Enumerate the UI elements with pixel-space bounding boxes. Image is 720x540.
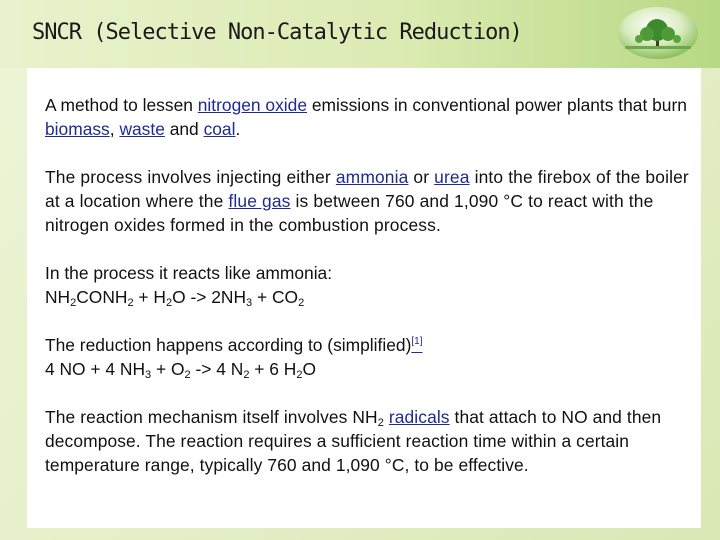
paragraph-reduction [45, 333, 695, 381]
text: into the firebox of the boiler at a location where the [45, 167, 689, 211]
text: The reduction happens according to (simplified) [45, 335, 412, 355]
paragraph-urea-reaction [45, 261, 695, 309]
text: . [235, 119, 241, 139]
text: or [408, 167, 435, 187]
text: and [164, 119, 204, 139]
link-urea[interactable]: urea [434, 167, 470, 187]
title-bar [0, 0, 720, 68]
equation-urea: $NH_2CONH_2 + H_2O -> 2NH_3 + CO_2$ [45, 287, 305, 309]
subscript: 2 [377, 417, 384, 429]
link-biomass[interactable]: biomass [45, 119, 110, 139]
paragraph-definition [45, 93, 695, 141]
paragraph-process [45, 165, 695, 237]
link-nitrogen-oxide[interactable]: nitrogen oxide [197, 95, 308, 115]
link-radicals[interactable]: radicals [388, 407, 450, 427]
text: The process involves injecting either [45, 167, 336, 187]
text: The reaction mechanism itself involves NH [45, 407, 378, 427]
link-flue-gas[interactable]: flue gas [228, 191, 291, 211]
slide-title: SNCR (Selective Non-Catalytic Reduction) [32, 20, 522, 45]
text: A method to lessen [45, 95, 198, 115]
text: , [109, 119, 120, 139]
text: that attach to NO and then decompose. The reaction requires a sufficient reaction time within a certain temperature range, typically 760 and 1,090 °C, to be effective. [45, 407, 662, 475]
equation-reduction: 4 NO + 4 $NH_3 + O_2 -> 4$ $N_2 + 6$ $H_2O$ [45, 359, 316, 381]
text: In the process it reacts like ammonia: [45, 263, 333, 283]
text: is between 760 and 1,090 °C to react with the nitrogen oxides formed in the combustion process. [45, 191, 654, 235]
link-reference-1[interactable]: [1] [411, 336, 423, 347]
content-panel [27, 68, 701, 528]
link-ammonia[interactable]: ammonia [335, 167, 409, 187]
paragraph-mechanism [45, 405, 695, 477]
link-waste[interactable]: waste [119, 119, 165, 139]
text: emissions in conventional power plants that burn [307, 95, 687, 115]
link-coal[interactable]: coal [203, 119, 236, 139]
globe-tree-icon [617, 6, 699, 60]
